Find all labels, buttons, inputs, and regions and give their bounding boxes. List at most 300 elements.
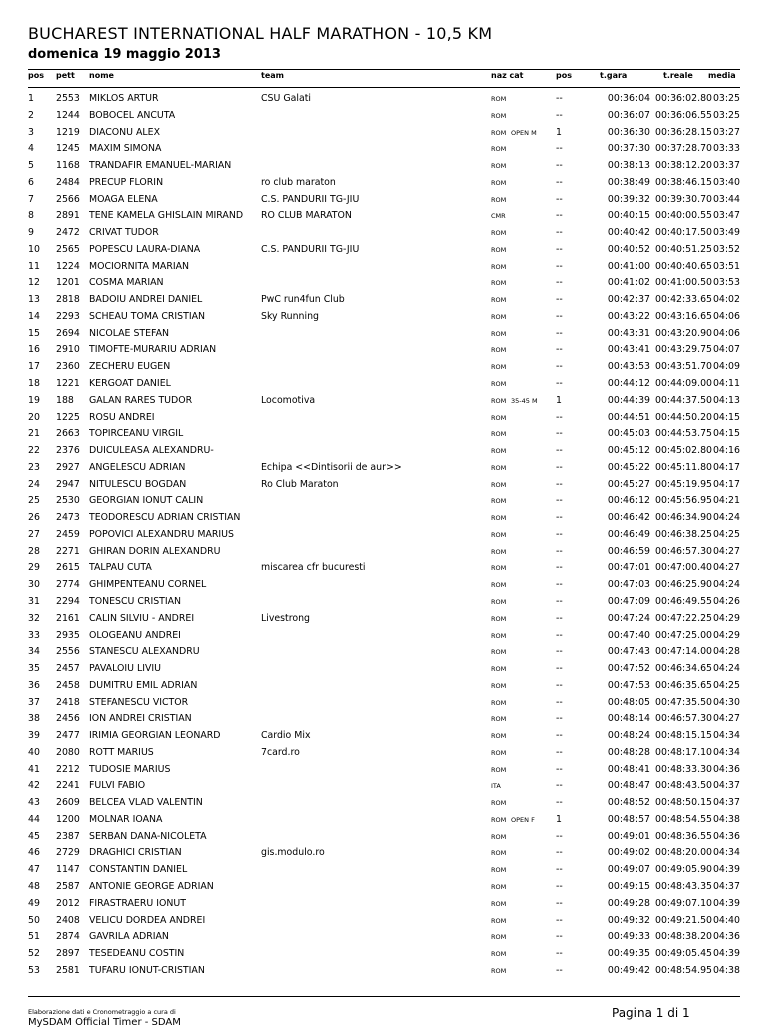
cell-pos: 29 <box>28 562 40 574</box>
table-row <box>0 275 768 292</box>
cell-naz: ROM <box>491 815 507 824</box>
cell-media: 03:37 <box>712 160 740 172</box>
cell-cat-pos: -- <box>556 612 563 624</box>
cell-t-gara: 00:37:30 <box>607 143 650 155</box>
cell-team: Ro Club Maraton <box>261 478 339 490</box>
cell-cat-pos: -- <box>556 445 563 457</box>
cell-t-gara: 00:43:41 <box>607 344 650 356</box>
table-row <box>0 745 768 762</box>
column-headers <box>0 71 768 83</box>
table-row <box>0 711 768 728</box>
cell-nome: POPOVICI ALEXANDRU MARIUS <box>89 528 234 540</box>
cell-nome: STEFANESCU VICTOR <box>89 696 189 708</box>
cell-t-reale: 00:48:38.20 <box>655 931 713 943</box>
cell-cat: OPEN M <box>511 128 537 137</box>
cell-t-reale: 00:46:38.25 <box>655 528 713 540</box>
cell-t-reale: 00:49:21.50 <box>655 914 713 926</box>
cell-naz: ROM <box>491 195 507 204</box>
cell-media: 04:25 <box>712 679 740 691</box>
cell-pos: 30 <box>28 579 40 591</box>
cell-pos: 47 <box>28 864 40 876</box>
cell-media: 03:51 <box>712 260 740 272</box>
cell-t-reale: 00:49:07.10 <box>655 897 713 909</box>
cell-cat-pos: -- <box>556 528 563 540</box>
cell-cat-pos: -- <box>556 512 563 524</box>
cell-cat-pos: -- <box>556 378 563 390</box>
cell-nome: KERGOAT DANIEL <box>89 378 171 390</box>
cell-media: 04:06 <box>712 310 740 322</box>
cell-t-gara: 00:39:32 <box>607 193 650 205</box>
table-row <box>0 829 768 846</box>
cell-t-reale: 00:46:35.65 <box>655 679 713 691</box>
cell-naz: ROM <box>491 296 507 305</box>
cell-t-reale: 00:46:25.90 <box>655 579 713 591</box>
cell-pett: 2818 <box>56 294 80 306</box>
document-subtitle: domenica 19 maggio 2013 <box>28 47 221 62</box>
cell-nome: TONESCU CRISTIAN <box>89 595 182 607</box>
cell-pett: 2587 <box>56 880 80 892</box>
cell-pett: 2459 <box>56 528 80 540</box>
cell-t-reale: 00:40:00.55 <box>655 210 713 222</box>
cell-pos: 21 <box>28 428 40 440</box>
table-row <box>0 309 768 326</box>
cell-t-reale: 00:40:51.25 <box>655 243 713 255</box>
cell-t-reale: 00:49:05.45 <box>655 948 713 960</box>
cell-t-reale: 00:40:40.65 <box>655 260 713 272</box>
table-row <box>0 175 768 192</box>
cell-nome: COSMA MARIAN <box>89 277 164 289</box>
cell-nome: POPESCU LAURA-DIANA <box>89 243 201 255</box>
table-row <box>0 292 768 309</box>
cell-nome: TEODORESCU ADRIAN CRISTIAN <box>89 512 241 524</box>
cell-pett: 1245 <box>56 143 80 155</box>
cell-t-gara: 00:47:03 <box>607 579 650 591</box>
cell-nome: ANTONIE GEORGE ADRIAN <box>89 880 214 892</box>
cell-nome: NICOLAE STEFAN <box>89 327 170 339</box>
cell-cat-pos: -- <box>556 864 563 876</box>
cell-nome: IRIMIA GEORGIAN LEONARD <box>89 730 221 742</box>
cell-naz: ROM <box>491 581 507 590</box>
cell-t-gara: 00:45:12 <box>607 445 650 457</box>
table-row <box>0 125 768 142</box>
cell-cat-pos: -- <box>556 696 563 708</box>
cell-t-reale: 00:43:29.75 <box>655 344 713 356</box>
table-row <box>0 544 768 561</box>
cell-t-gara: 00:48:41 <box>607 763 650 775</box>
cell-cat-pos: -- <box>556 143 563 155</box>
cell-pett: 2729 <box>56 847 80 859</box>
cell-naz: ROM <box>491 950 507 959</box>
cell-t-gara: 00:36:30 <box>607 126 650 138</box>
cell-nome: GHIMPENTEANU CORNEL <box>89 579 207 591</box>
cell-t-gara: 00:47:52 <box>607 663 650 675</box>
cell-pos: 3 <box>28 126 34 138</box>
cell-naz: ROM <box>491 329 507 338</box>
cell-pett: 2161 <box>56 612 80 624</box>
cell-nome: MOCIORNITA MARIAN <box>89 260 190 272</box>
cell-cat-pos: -- <box>556 310 563 322</box>
cell-t-reale: 00:43:20.90 <box>655 327 713 339</box>
cell-media: 04:37 <box>712 880 740 892</box>
cell-naz: ROM <box>491 279 507 288</box>
cell-nome: CONSTANTIN DANIEL <box>89 864 188 876</box>
cell-pett: 2294 <box>56 595 80 607</box>
cell-t-reale: 00:39:30.70 <box>655 193 713 205</box>
col-nome: nome <box>89 71 114 80</box>
cell-cat-pos: -- <box>556 160 563 172</box>
cell-pos: 11 <box>28 260 40 272</box>
cell-pos: 8 <box>28 210 34 222</box>
cell-media: 04:09 <box>712 361 740 373</box>
table-row <box>0 242 768 259</box>
cell-media: 03:27 <box>712 126 740 138</box>
cell-naz: ROM <box>491 832 507 841</box>
cell-t-gara: 00:46:12 <box>607 495 650 507</box>
cell-media: 04:34 <box>712 746 740 758</box>
cell-t-gara: 00:38:49 <box>607 176 650 188</box>
cell-nome: ZECHERU EUGEN <box>89 361 171 373</box>
cell-cat-pos: -- <box>556 545 563 557</box>
cell-t-gara: 00:45:27 <box>607 478 650 490</box>
cell-nome: TOPIRCEANU VIRGIL <box>89 428 184 440</box>
cell-naz: ROM <box>491 631 507 640</box>
cell-cat-pos: 1 <box>556 813 562 825</box>
table-row <box>0 342 768 359</box>
col-cat-pos: pos <box>556 71 572 80</box>
col-t-reale: t.reale <box>663 71 693 80</box>
cell-nome: SCHEAU TOMA CRISTIAN <box>89 310 206 322</box>
cell-naz: ROM <box>491 748 507 757</box>
cell-nome: CALIN SILVIU - ANDREI <box>89 612 195 624</box>
cell-nome: BOBOCEL ANCUTA <box>89 109 176 121</box>
cell-naz: ROM <box>491 732 507 741</box>
cell-t-gara: 00:43:22 <box>607 310 650 322</box>
cell-pos: 53 <box>28 964 40 976</box>
cell-pos: 7 <box>28 193 34 205</box>
table-row <box>0 141 768 158</box>
cell-nome: TESEDEANU COSTIN <box>89 948 185 960</box>
cell-pett: 2581 <box>56 964 80 976</box>
cell-team: CSU Galati <box>261 93 311 104</box>
table-row <box>0 527 768 544</box>
cell-cat: 35-45 M <box>511 396 538 405</box>
cell-nome: PAVALOIU LIVIU <box>89 663 161 675</box>
cell-cat-pos: -- <box>556 176 563 188</box>
table-row <box>0 410 768 427</box>
cell-t-gara: 00:48:52 <box>607 797 650 809</box>
cell-naz: ROM <box>491 245 507 254</box>
cell-pos: 4 <box>28 143 34 155</box>
cell-t-reale: 00:36:28.15 <box>655 126 713 138</box>
cell-naz: ROM <box>491 866 507 875</box>
cell-t-reale: 00:38:46.15 <box>655 176 713 188</box>
cell-media: 04:34 <box>712 847 740 859</box>
cell-media: 03:53 <box>712 277 740 289</box>
cell-t-gara: 00:48:05 <box>607 696 650 708</box>
cell-pett: 1219 <box>56 126 80 138</box>
cell-nome: ROSU ANDREI <box>89 411 155 423</box>
table-row <box>0 963 768 980</box>
cell-pos: 18 <box>28 378 40 390</box>
cell-cat-pos: -- <box>556 495 563 507</box>
cell-pett: 2874 <box>56 931 80 943</box>
cell-pos: 20 <box>28 411 40 423</box>
cell-media: 04:40 <box>712 914 740 926</box>
cell-naz: ROM <box>491 681 507 690</box>
cell-t-gara: 00:47:01 <box>607 562 650 574</box>
cell-nome: TIMOFTE-MURARIU ADRIAN <box>89 344 217 356</box>
cell-media: 04:39 <box>712 864 740 876</box>
cell-t-reale: 00:48:43.35 <box>655 880 713 892</box>
cell-nome: CRIVAT TUDOR <box>89 227 159 239</box>
cell-pett: 2556 <box>56 646 80 658</box>
cell-pett: 2477 <box>56 730 80 742</box>
cell-t-gara: 00:41:02 <box>607 277 650 289</box>
cell-pos: 2 <box>28 109 34 121</box>
table-row <box>0 611 768 628</box>
cell-cat-pos: -- <box>556 428 563 440</box>
cell-pett: 2484 <box>56 176 80 188</box>
cell-pos: 38 <box>28 713 40 725</box>
cell-t-reale: 00:36:06.55 <box>655 109 713 121</box>
cell-media: 04:27 <box>712 545 740 557</box>
cell-cat-pos: -- <box>556 746 563 758</box>
cell-t-gara: 00:49:32 <box>607 914 650 926</box>
cell-nome: OLOGEANU ANDREI <box>89 629 181 641</box>
cell-pett: 2012 <box>56 897 80 909</box>
cell-t-reale: 00:45:02.80 <box>655 445 713 457</box>
cell-pett: 1201 <box>56 277 80 289</box>
cell-t-gara: 00:44:51 <box>607 411 650 423</box>
cell-naz: ROM <box>491 715 507 724</box>
cell-media: 04:39 <box>712 897 740 909</box>
cell-media: 03:25 <box>712 109 740 121</box>
cell-team: Sky Running <box>261 310 319 322</box>
table-row <box>0 913 768 930</box>
cell-pos: 48 <box>28 880 40 892</box>
cell-naz: ROM <box>491 497 507 506</box>
cell-media: 03:40 <box>712 176 740 188</box>
cell-t-reale: 00:45:11.80 <box>655 461 713 473</box>
cell-media: 04:24 <box>712 512 740 524</box>
cell-media: 04:16 <box>712 445 740 457</box>
cell-t-reale: 00:46:34.90 <box>655 512 713 524</box>
cell-t-reale: 00:44:09.00 <box>655 378 713 390</box>
cell-cat-pos: -- <box>556 679 563 691</box>
cell-media: 04:29 <box>712 629 740 641</box>
table-row <box>0 929 768 946</box>
cell-t-gara: 00:44:39 <box>607 394 650 406</box>
cell-media: 04:15 <box>712 411 740 423</box>
cell-pos: 22 <box>28 445 40 457</box>
cell-pett: 2293 <box>56 310 80 322</box>
footer-organization: MySDAM Official Timer - SDAM <box>28 1017 181 1028</box>
cell-t-reale: 00:44:53.75 <box>655 428 713 440</box>
cell-t-gara: 00:48:47 <box>607 780 650 792</box>
cell-t-reale: 00:46:57.30 <box>655 713 713 725</box>
cell-t-reale: 00:47:25.00 <box>655 629 713 641</box>
cell-pett: 1244 <box>56 109 80 121</box>
cell-cat-pos: -- <box>556 411 563 423</box>
cell-t-gara: 00:44:12 <box>607 378 650 390</box>
cell-t-gara: 00:36:07 <box>607 109 650 121</box>
cell-pos: 25 <box>28 495 40 507</box>
cell-pos: 40 <box>28 746 40 758</box>
cell-pos: 5 <box>28 160 34 172</box>
cell-team: Echipa <<Dintisorii de aur>> <box>261 461 402 473</box>
cell-t-gara: 00:48:14 <box>607 713 650 725</box>
cell-naz: ROM <box>491 882 507 891</box>
cell-cat-pos: -- <box>556 562 563 574</box>
cell-t-gara: 00:48:24 <box>607 730 650 742</box>
cell-cat-pos: 1 <box>556 126 562 138</box>
cell-t-reale: 00:48:54.95 <box>655 964 713 976</box>
cell-pett: 1224 <box>56 260 80 272</box>
cell-naz: CMR <box>491 212 506 221</box>
cell-naz: ROM <box>491 430 507 439</box>
cell-pos: 35 <box>28 663 40 675</box>
cell-pos: 28 <box>28 545 40 557</box>
cell-pos: 6 <box>28 176 34 188</box>
cell-cat-pos: -- <box>556 897 563 909</box>
cell-naz: ROM <box>491 95 507 103</box>
col-pos: pos <box>28 71 44 80</box>
cell-naz: ROM <box>491 597 507 606</box>
cell-t-reale: 00:48:36.55 <box>655 830 713 842</box>
cell-nome: DRAGHICI CRISTIAN <box>89 847 182 859</box>
cell-team: C.S. PANDURII TG-JIU <box>261 243 360 255</box>
cell-cat-pos: -- <box>556 780 563 792</box>
cell-t-gara: 00:40:42 <box>607 227 650 239</box>
cell-cat-pos: -- <box>556 294 563 306</box>
cell-pos: 27 <box>28 528 40 540</box>
cell-pett: 2418 <box>56 696 80 708</box>
cell-naz: ROM <box>491 480 507 489</box>
document-title: BUCHAREST INTERNATIONAL HALF MARATHON - 10,5 KM <box>28 24 493 43</box>
cell-media: 03:47 <box>712 210 740 222</box>
cell-pett: 2609 <box>56 797 80 809</box>
table-row <box>0 426 768 443</box>
cell-naz: ROM <box>491 145 507 154</box>
cell-pett: 2457 <box>56 663 80 675</box>
table-row <box>0 678 768 695</box>
table-row <box>0 510 768 527</box>
cell-t-reale: 00:36:02.80 <box>655 93 713 104</box>
cell-cat-pos: -- <box>556 93 563 104</box>
cell-pett: 2456 <box>56 713 80 725</box>
cell-pos: 43 <box>28 797 40 809</box>
cell-naz: ROM <box>491 916 507 925</box>
table-row <box>0 443 768 460</box>
table-row <box>0 946 768 963</box>
cell-media: 04:30 <box>712 696 740 708</box>
cell-pett: 2553 <box>56 93 80 104</box>
cell-nome: PRECUP FLORIN <box>89 176 164 188</box>
cell-t-gara: 00:49:02 <box>607 847 650 859</box>
cell-nome: ION ANDREI CRISTIAN <box>89 713 192 725</box>
cell-t-reale: 00:43:51.70 <box>655 361 713 373</box>
cell-cat-pos: -- <box>556 210 563 222</box>
cell-media: 04:25 <box>712 528 740 540</box>
cell-pos: 33 <box>28 629 40 641</box>
cell-t-reale: 00:43:16.65 <box>655 310 713 322</box>
cell-media: 04:17 <box>712 461 740 473</box>
cell-pett: 2212 <box>56 763 80 775</box>
cell-media: 04:17 <box>712 478 740 490</box>
table-row <box>0 795 768 812</box>
cell-t-gara: 00:48:57 <box>607 813 650 825</box>
cell-cat-pos: -- <box>556 847 563 859</box>
cell-t-gara: 00:49:07 <box>607 864 650 876</box>
cell-nome: GEORGIAN IONUT CALIN <box>89 495 204 507</box>
cell-pett: 2927 <box>56 461 80 473</box>
cell-media: 04:37 <box>712 780 740 792</box>
cell-naz: ROM <box>491 530 507 539</box>
cell-team: Cardio Mix <box>261 730 311 742</box>
cell-pos: 16 <box>28 344 40 356</box>
cell-pett: 2530 <box>56 495 80 507</box>
col-t-gara: t.gara <box>600 71 628 80</box>
cell-nome: NITULESCU BOGDAN <box>89 478 187 490</box>
cell-t-gara: 00:47:09 <box>607 595 650 607</box>
cell-pos: 10 <box>28 243 40 255</box>
table-row <box>0 644 768 661</box>
cell-t-reale: 00:44:37.50 <box>655 394 713 406</box>
cell-naz: ROM <box>491 614 507 623</box>
cell-pos: 13 <box>28 294 40 306</box>
cell-pett: 2947 <box>56 478 80 490</box>
footer-rule <box>28 996 740 997</box>
cell-pett: 2473 <box>56 512 80 524</box>
cell-t-gara: 00:43:31 <box>607 327 650 339</box>
cell-team: 7card.ro <box>261 746 300 758</box>
cell-nome: ANGELESCU ADRIAN <box>89 461 186 473</box>
cell-nome: TUFARU IONUT-CRISTIAN <box>89 964 205 976</box>
table-row <box>0 208 768 225</box>
cell-pos: 17 <box>28 361 40 373</box>
cell-t-reale: 00:48:17.10 <box>655 746 713 758</box>
cell-t-gara: 00:47:40 <box>607 629 650 641</box>
cell-t-reale: 00:49:05.90 <box>655 864 713 876</box>
table-row <box>0 695 768 712</box>
table-row <box>0 460 768 477</box>
cell-team: Livestrong <box>261 612 310 624</box>
cell-pett: 2376 <box>56 445 80 457</box>
cell-cat-pos: -- <box>556 243 563 255</box>
cell-naz: ROM <box>491 463 507 472</box>
cell-t-reale: 00:48:33.30 <box>655 763 713 775</box>
cell-pett: 2774 <box>56 579 80 591</box>
table-row <box>0 326 768 343</box>
cell-pett: 2387 <box>56 830 80 842</box>
cell-pett: 188 <box>56 394 74 406</box>
cell-pos: 36 <box>28 679 40 691</box>
cell-pos: 32 <box>28 612 40 624</box>
cell-pos: 31 <box>28 595 40 607</box>
cell-naz: ITA <box>491 782 501 791</box>
cell-pett: 2935 <box>56 629 80 641</box>
cell-nome: BELCEA VLAD VALENTIN <box>89 797 203 809</box>
cell-naz: ROM <box>491 765 507 774</box>
cell-pos: 49 <box>28 897 40 909</box>
cell-naz: ROM <box>491 162 507 171</box>
cell-nome: SERBAN DANA-NICOLETA <box>89 830 207 842</box>
cell-media: 04:02 <box>712 294 740 306</box>
cell-media: 04:36 <box>712 830 740 842</box>
cell-t-gara: 00:48:28 <box>607 746 650 758</box>
cell-team: PwC run4fun Club <box>261 294 345 306</box>
cell-media: 04:36 <box>712 763 740 775</box>
